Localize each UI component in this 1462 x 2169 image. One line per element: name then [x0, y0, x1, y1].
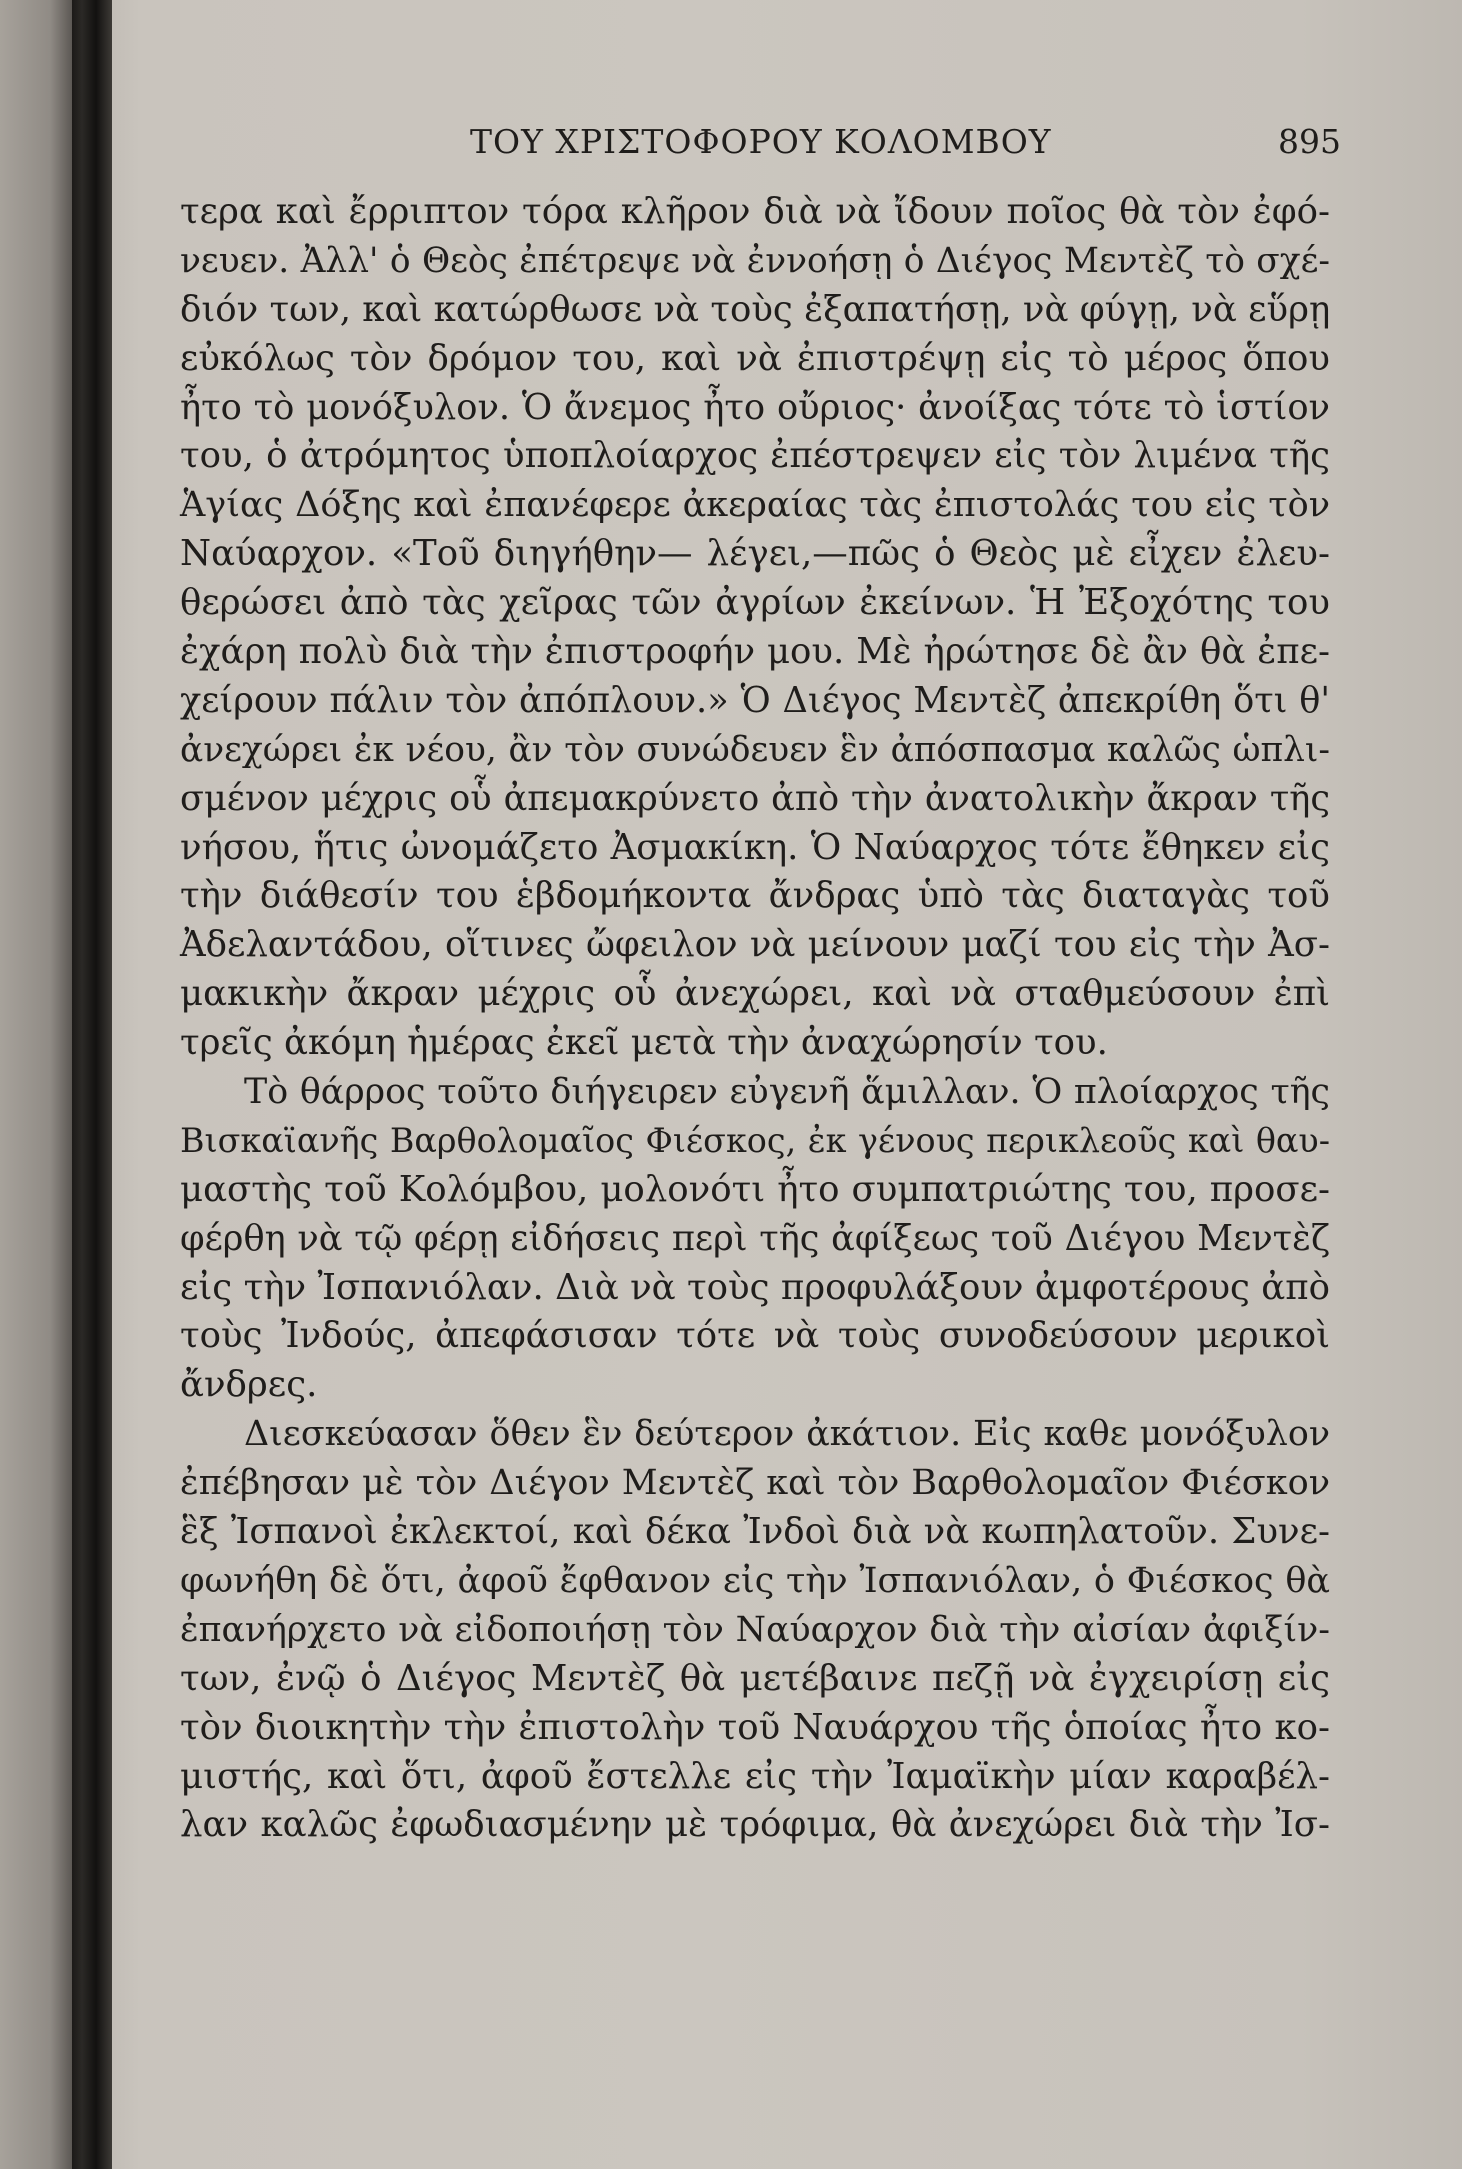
page-number: 895 — [1278, 122, 1341, 161]
text-line: του, ὁ ἀτρόμητος ὑποπλοίαρχος ἐπέστρεψεν εἰς τὸν λιμένα τῆς — [180, 435, 1330, 477]
text-line: σμένον μέχρις οὗ ἀπεμακρύνετο ἀπὸ τὴν ἀνατολικὴν ἄκραν τῆς — [180, 777, 1330, 819]
text-line: ἓξ Ἰσπανοὶ ἐκλεκτοί, καὶ δέκα Ἰνδοὶ διὰ νὰ κωπηλατοῦν. Συνε- — [180, 1511, 1330, 1553]
text-line: νήσου, ἥτις ὠνομάζετο Ἀσμακίκη. Ὁ Ναύαρχος τότε ἔθηκεν εἰς — [180, 826, 1330, 868]
text-line: Ἁγίας Δόξης καὶ ἐπανέφερε ἀκεραίας τὰς ἐπιστολάς του εἰς τὸν — [180, 484, 1330, 526]
text-line: διόν των, καὶ κατώρθωσε νὰ τοὺς ἐξαπατήσῃ, νὰ φύγῃ, νὰ εὕρῃ — [180, 288, 1331, 330]
text-line: Ἀδελαντάδου, οἵτινες ὤφειλον νὰ μείνουν μαζί του εἰς τὴν Ἀσ- — [180, 924, 1330, 966]
text-line: φωνήθη δὲ ὅτι, ἀφοῦ ἔφθανον εἰς τὴν Ἰσπανιόλαν, ὁ Φιέσκος θὰ — [180, 1560, 1330, 1601]
text-line: ἀνεχώρει ἐκ νέου, ἂν τὸν συνώδευεν ἓν ἀπόσπασμα καλῶς ὡπλι- — [180, 729, 1330, 770]
text-line: εἰς τὴν Ἰσπανιόλαν. Διὰ νὰ τοὺς προφυλάξουν ἀμφοτέρους ἀπὸ — [180, 1266, 1330, 1308]
text-line: μακικὴν ἄκραν μέχρις οὗ ἀνεχώρει, καὶ νὰ σταθμεύσουν ἐπὶ — [180, 973, 1330, 1015]
body-text — [180, 188, 1330, 1850]
text-line: νευεν. Ἀλλ' ὁ Θεὸς ἐπέτρεψε νὰ ἐννοήσῃ ὁ Διέγος Μεντὲζ τὸ σχέ- — [180, 240, 1330, 281]
text-line: τοὺς Ἰνδούς, ἀπεφάσισαν τότε νὰ τοὺς συνοδεύσουν μερικοὶ — [180, 1315, 1330, 1357]
text-line: τερα καὶ ἔρριπτον τόρα κλῆρον διὰ νὰ ἴδουν ποῖος θὰ τὸν ἐφό- — [180, 191, 1330, 232]
text-line: ἐπανήρχετο νὰ εἰδοποιήσῃ τὸν Ναύαρχον διὰ τὴν αἰσίαν ἀφιξίν- — [180, 1609, 1330, 1650]
text-line: Ναύαρχον. «Τοῦ διηγήθην— λέγει,—πῶς ὁ Θεὸς μὲ εἶχεν ἐλευ- — [180, 533, 1330, 575]
text-line: τρεῖς ἀκόμη ἡμέρας ἐκεῖ μετὰ τὴν ἀναχώρησίν του. — [180, 1022, 1108, 1064]
text-line: χείρουν πάλιν τὸν ἀπόπλουν.» Ὁ Διέγος Μεντὲζ ἀπεκρίθη ὅτι θ' — [180, 679, 1330, 721]
text-line: Τὸ θάρρος τοῦτο διήγειρεν εὐγενῆ ἅμιλλαν. Ὁ πλοίαρχος τῆς — [244, 1072, 1330, 1113]
text-line: μιστής, καὶ ὅτι, ἀφοῦ ἔστελλε εἰς τὴν Ἰαμαϊκὴν μίαν καραβέλ- — [180, 1755, 1330, 1797]
book-gutter — [72, 0, 112, 2169]
text-line: Βισκαϊανῆς Βαρθολομαῖος Φιέσκος, ἐκ γένους περικλεοῦς καὶ θαυ- — [180, 1120, 1330, 1160]
text-line: ἐπέβησαν μὲ τὸν Διέγον Μεντὲζ καὶ τὸν Βαρθολομαῖον Φιέσκον — [180, 1462, 1330, 1504]
text-line: εὐκόλως τὸν δρόμον του, καὶ νὰ ἐπιστρέψῃ εἰς τὸ μέρος ὅπου — [180, 337, 1330, 379]
text-line: θερώσει ἀπὸ τὰς χεῖρας τῶν ἀγρίων ἐκείνων. Ἡ Ἐξοχότης του — [180, 582, 1330, 624]
text-line: Διεσκεύασαν ὅθεν ἓν δεύτερον ἀκάτιον. Εἰς καθε μονόξυλον — [244, 1414, 1330, 1455]
text-line: ἦτο τὸ μονόξυλον. Ὁ ἄνεμος ἦτο οὔριος· ἀνοίξας τότε τὸ ἱστίον — [180, 386, 1330, 428]
text-line: τὸν διοικητὴν τὴν ἐπιστολὴν τοῦ Ναυάρχου τῆς ὁποίας ἦτο κο- — [180, 1706, 1330, 1748]
text-line: μαστὴς τοῦ Κολόμβου, μολονότι ἦτο συμπατριώτης του, προσε- — [180, 1168, 1330, 1210]
text-line: ἄνδρες. — [180, 1364, 318, 1406]
text-line: τὴν διάθεσίν του ἑβδομήκοντα ἄνδρας ὑπὸ τὰς διαταγὰς τοῦ — [180, 875, 1330, 917]
text-line: φέρθη νὰ τῷ φέρῃ εἰδήσεις περὶ τῆς ἀφίξεως τοῦ Διέγου Μεντὲζ — [180, 1217, 1330, 1259]
text-line: λαν καλῶς ἐφωδιασμένην μὲ τρόφιμα, θὰ ἀνεχώρει διὰ τὴν Ἰσ- — [180, 1804, 1330, 1846]
text-line: των, ἐνῷ ὁ Διέγος Μεντὲζ θὰ μετέβαινε πεζῇ νὰ ἐγχειρίσῃ εἰς — [180, 1657, 1330, 1699]
running-title: ΤΟΥ ΧΡΙΣΤΟΦΟΡΟΥ ΚΟΛΟΜΒΟΥ — [470, 122, 1052, 161]
facing-page-edge — [0, 0, 72, 2169]
text-line: ἐχάρη πολὺ διὰ τὴν ἐπιστροφήν μου. Μὲ ἠρώτησε δὲ ἂν θὰ ἐπε- — [180, 631, 1330, 673]
